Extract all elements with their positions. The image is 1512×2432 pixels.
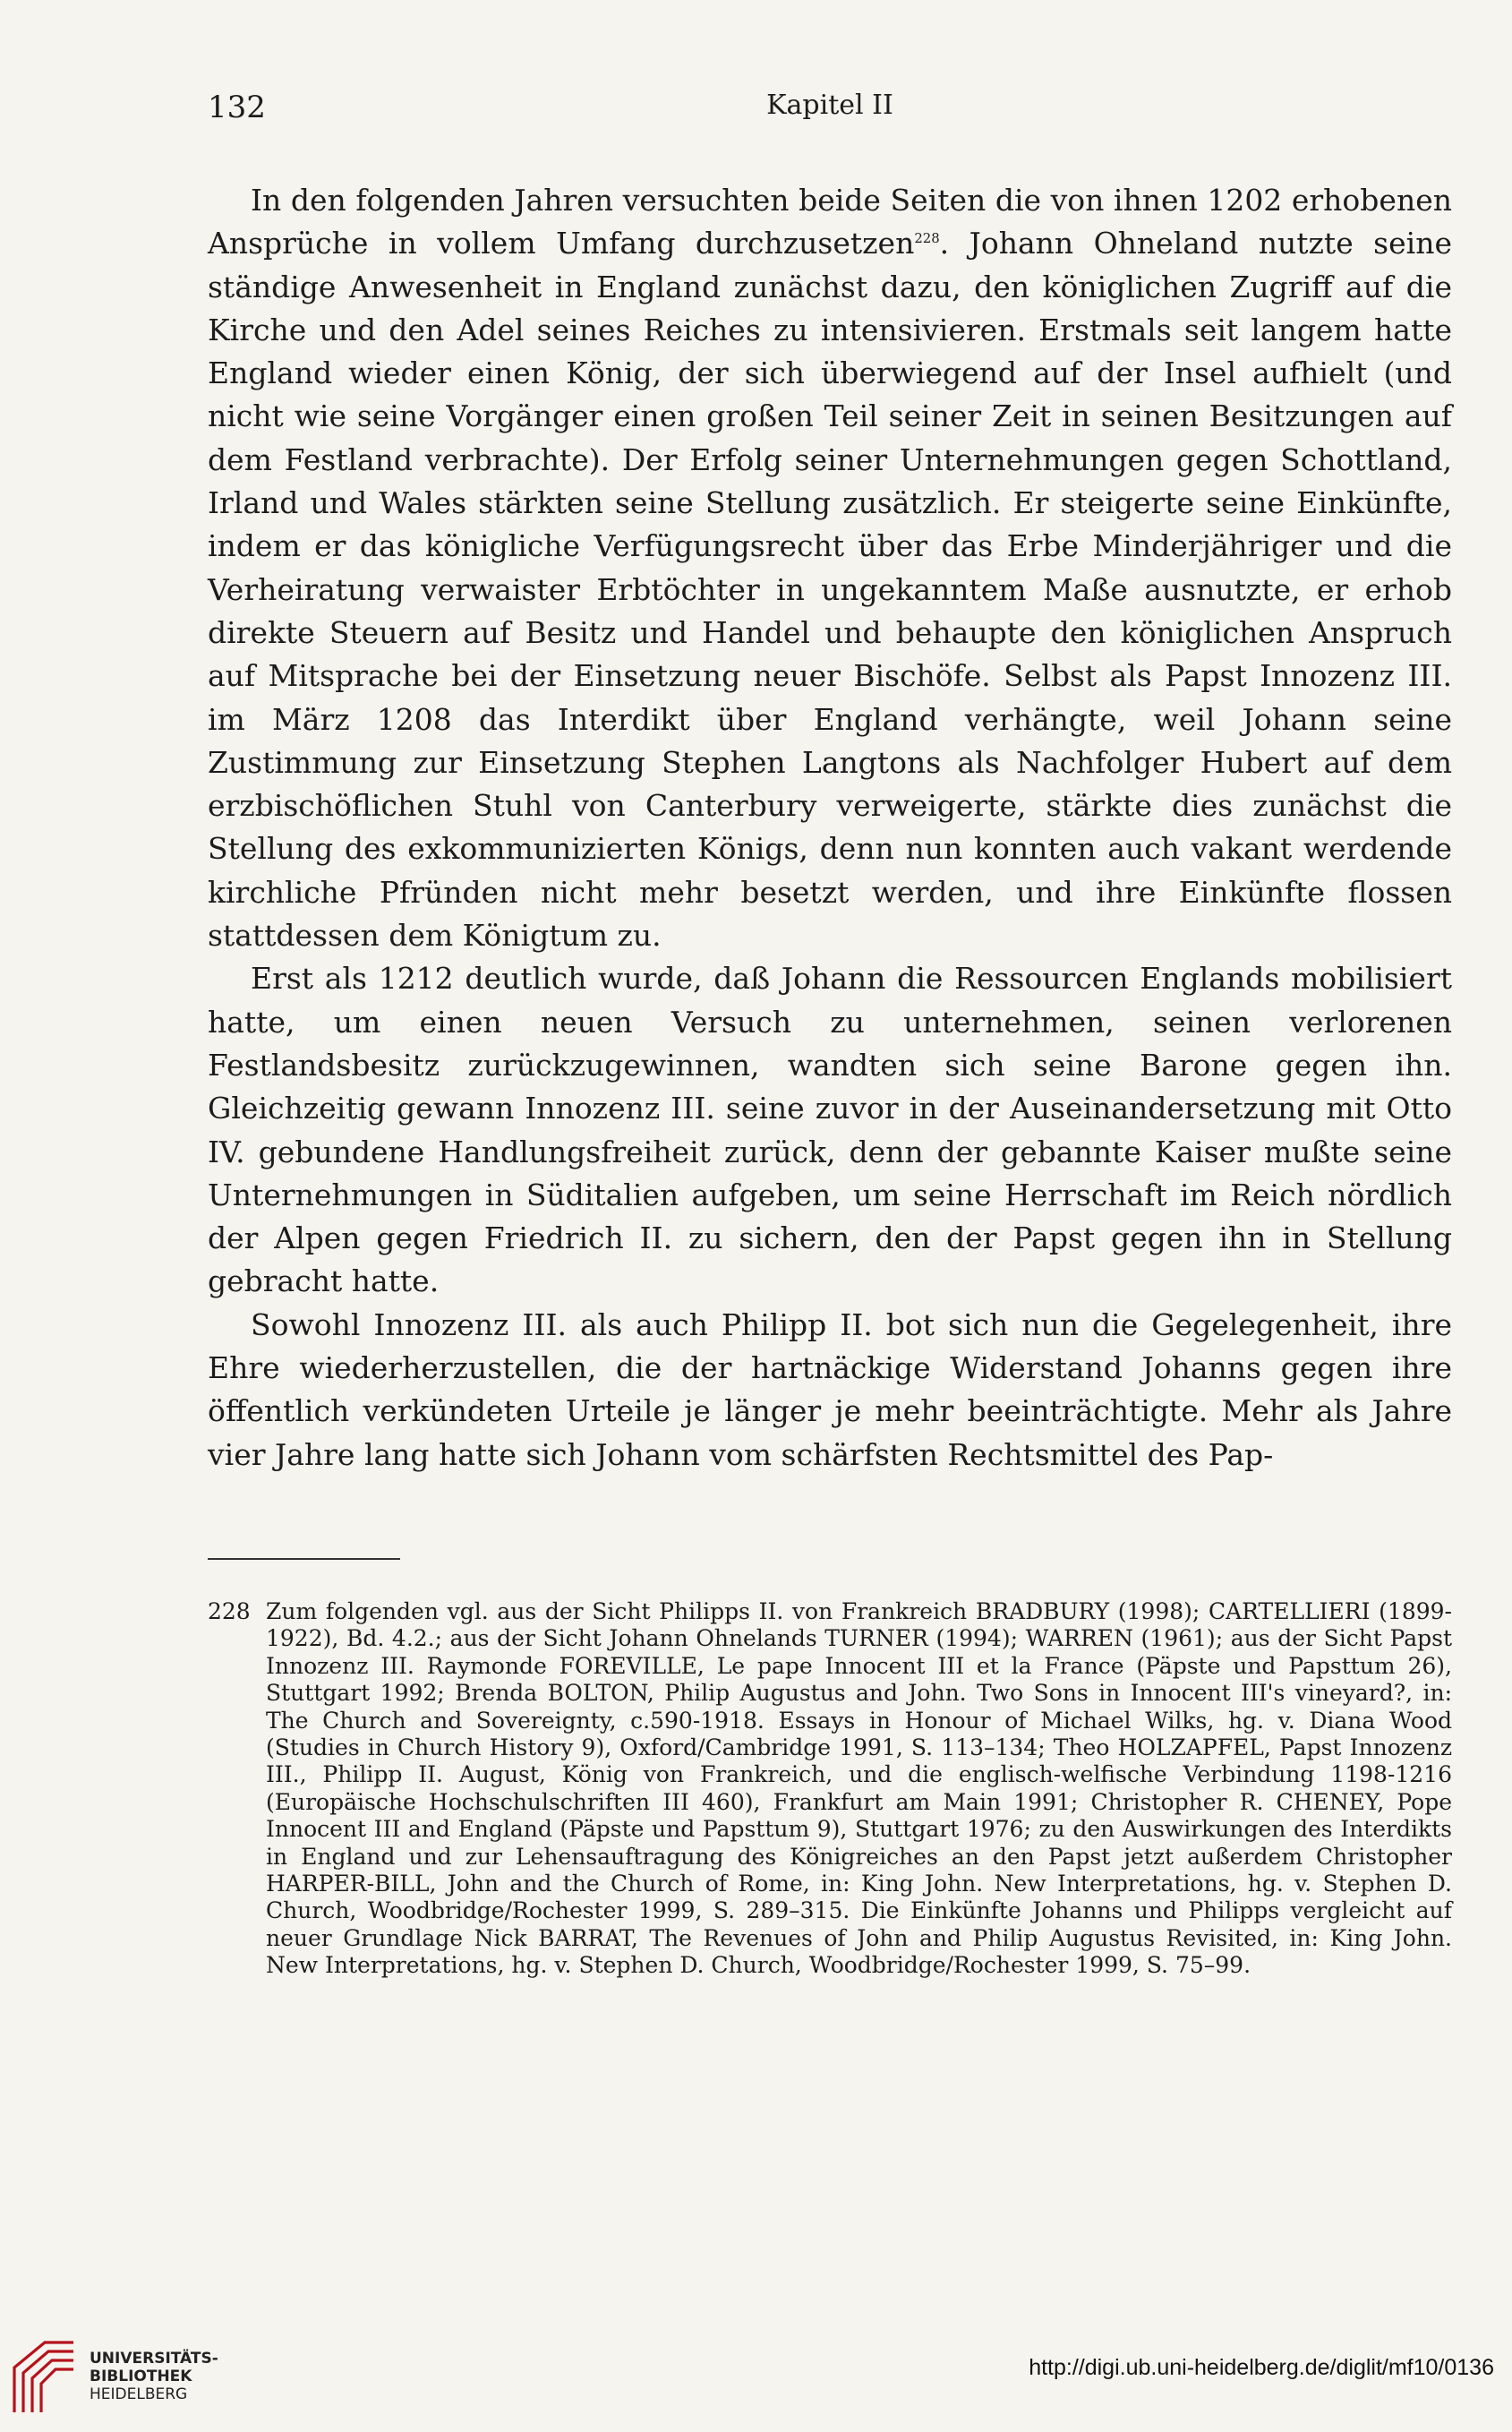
body-text — [208, 179, 1452, 1477]
library-line-2: BIBLIOTHEK — [90, 2368, 192, 2385]
footnote-reference[interactable]: 228 — [914, 230, 940, 247]
paragraph-2: Erst als 1212 deutlich wurde, daß Johann die Ressourcen Englands mobilisiert hatte, um einen neuen Versuch zu unternehmen, seinen verlorenen Festlandsbesitz zurückzugewinnen, wandten sich seine Barone gegen ihn. Gleichzeitig gewann Innozenz III. seine zuvor in der Auseinandersetzung mit Otto IV. gebundene Handlungsfreiheit zurück, denn der gebannte Kaiser mußte seine Unternehmungen in Süditalien aufgeben, um seine Herrschaft im Reich nördlich der Alpen gegen Friedrich II. zu sichern, den der Papst gegen ihn in Stellung gebracht hatte. — [208, 961, 1452, 1299]
page-header — [208, 90, 1452, 134]
paragraph-1 — [208, 179, 1452, 957]
source-url-link[interactable]: http://digi.ub.uni-heidelberg.de/diglit/mf10/0136 — [1029, 2355, 1494, 2380]
paragraph-1-text-a: In den folgenden Jahren versuchten beide Seiten die von ihnen 1202 erhobenen Ansprüche in vollem Umfang durchzusetzen — [208, 183, 1452, 261]
library-line-3: HEIDELBERG — [90, 2385, 188, 2403]
paragraph-3: Sowohl Innozenz III. als auch Philipp II. bot sich nun die Gegelegenheit, ihre Ehre wiederherzustellen, die der hartnäckige Widerstand Johanns gegen ihre öffentlich verkündeten Urteile je länger je mehr beeinträchtigte. Mehr als Jahre vier Jahre lang hatte sich Johann vom schärfsten Rechtsmittel des Pap- — [208, 1306, 1452, 1472]
footnote-text: Zum folgenden vgl. aus der Sicht Philipps II. von Frankreich BRADBURY (1998); CARTELLIERI (1899-1922), Bd. 4.2.; aus der Sicht Johann Ohnelands TURNER (1994); WARREN (1961); aus der Sicht Papst Innozenz III. Raymonde FOREVILLE, Le pape Innocent III et la France (Päpste und Papsttum 26), Stuttgart 1992; Brenda BOLTON, Philip Augustus and John. Two Sons in Innocent III's vineyard?, in: The Church and Sovereignty, c.590-1918. Essays in Honour of Michael Wilks, hg. v. Diana Wood (Studies in Church History 9), Oxford/Cambridge 1991, S. 113–134; Theo HOLZAPFEL, Papst Innozenz III., Philipp II. August, König von Frankreich, und die englisch-welfische Verbindung 1198-1216 (Europäische Hochschulschriften III 460), Frankfurt am Main 1991; Christopher R. CHENEY, Pope Innocent III and England (Päpste und Papsttum 9), Stuttgart 1976; zu den Auswirkungen des Interdikts in England und zur Lehensauftragung des Königreiches an den Papst jetzt außerdem Christopher HARPER-BILL, John and the Church of Rome, in: King John. New Interpretations, hg. v. Stephen D. Church, Woodbridge/Rochester 1999, S. 289–315. Die Einkünfte Johanns und Philipps vergleicht auf neuer Grundlage Nick BARRAT, The Revenues of John and Philip Augustus Revisited, in: King John. New Interpretations, hg. v. Stephen D. Church, Woodbridge/Rochester 1999, S. 75–99. — [266, 1598, 1452, 1979]
footnote-separator — [208, 1558, 400, 1560]
paragraph-1-text-b: . Johann Ohneland nutzte seine ständige Anwesenheit in England zunächst dazu, den königlichen Zugriff auf die Kirche und den Adel seines Reiches zu intensivieren. Erstmals seit langem hatte England wieder einen König, der sich überwiegend auf der Insel aufhielt (und nicht wie seine Vorgänger einen großen Teil seiner Zeit in seinen Besitzungen auf dem Festland verbrachte). Der Erfolg seiner Unternehmungen gegen Schottland, Irland und Wales stärkten seine Stellung zusätzlich. Er steigerte seine Einkünfte, indem er das königliche Verfügungsrecht über das Erbe Minderjähriger und die Verheiratung verwaister Erbtöchter in ungekanntem Maße ausnutzte, er erhob direkte Steuern auf Besitz und Handel und behaupte den königlichen Anspruch auf Mitsprache bei der Einsetzung neuer Bischöfe. Selbst als Papst Innozenz III. im März 1208 das Interdikt über England verhängte, weil Johann seine Zustimmung zur Einsetzung Stephen Langtons als Nachfolger Hubert auf dem erzbischöflichen Stuhl von Canterbury verweigerte, stärkte dies zunächst die Stellung des exkommunizierten Königs, denn nun konnten auch vakant werdende kirchliche Pfründen nicht mehr besetzt werden, und ihre Einkünfte flossen stattdessen dem Königtum zu. — [208, 226, 1452, 954]
footnote — [208, 1598, 1452, 1980]
footnote-number: 228 — [208, 1598, 251, 1624]
running-head: Kapitel II — [766, 90, 893, 121]
library-line-1: UNIVERSITÄTS- — [90, 2350, 218, 2368]
library-logo-icon — [9, 2337, 79, 2418]
page-number: 132 — [208, 90, 266, 125]
page-footer — [0, 2328, 1512, 2432]
footnotes — [208, 1598, 1452, 1980]
library-name — [90, 2350, 218, 2403]
